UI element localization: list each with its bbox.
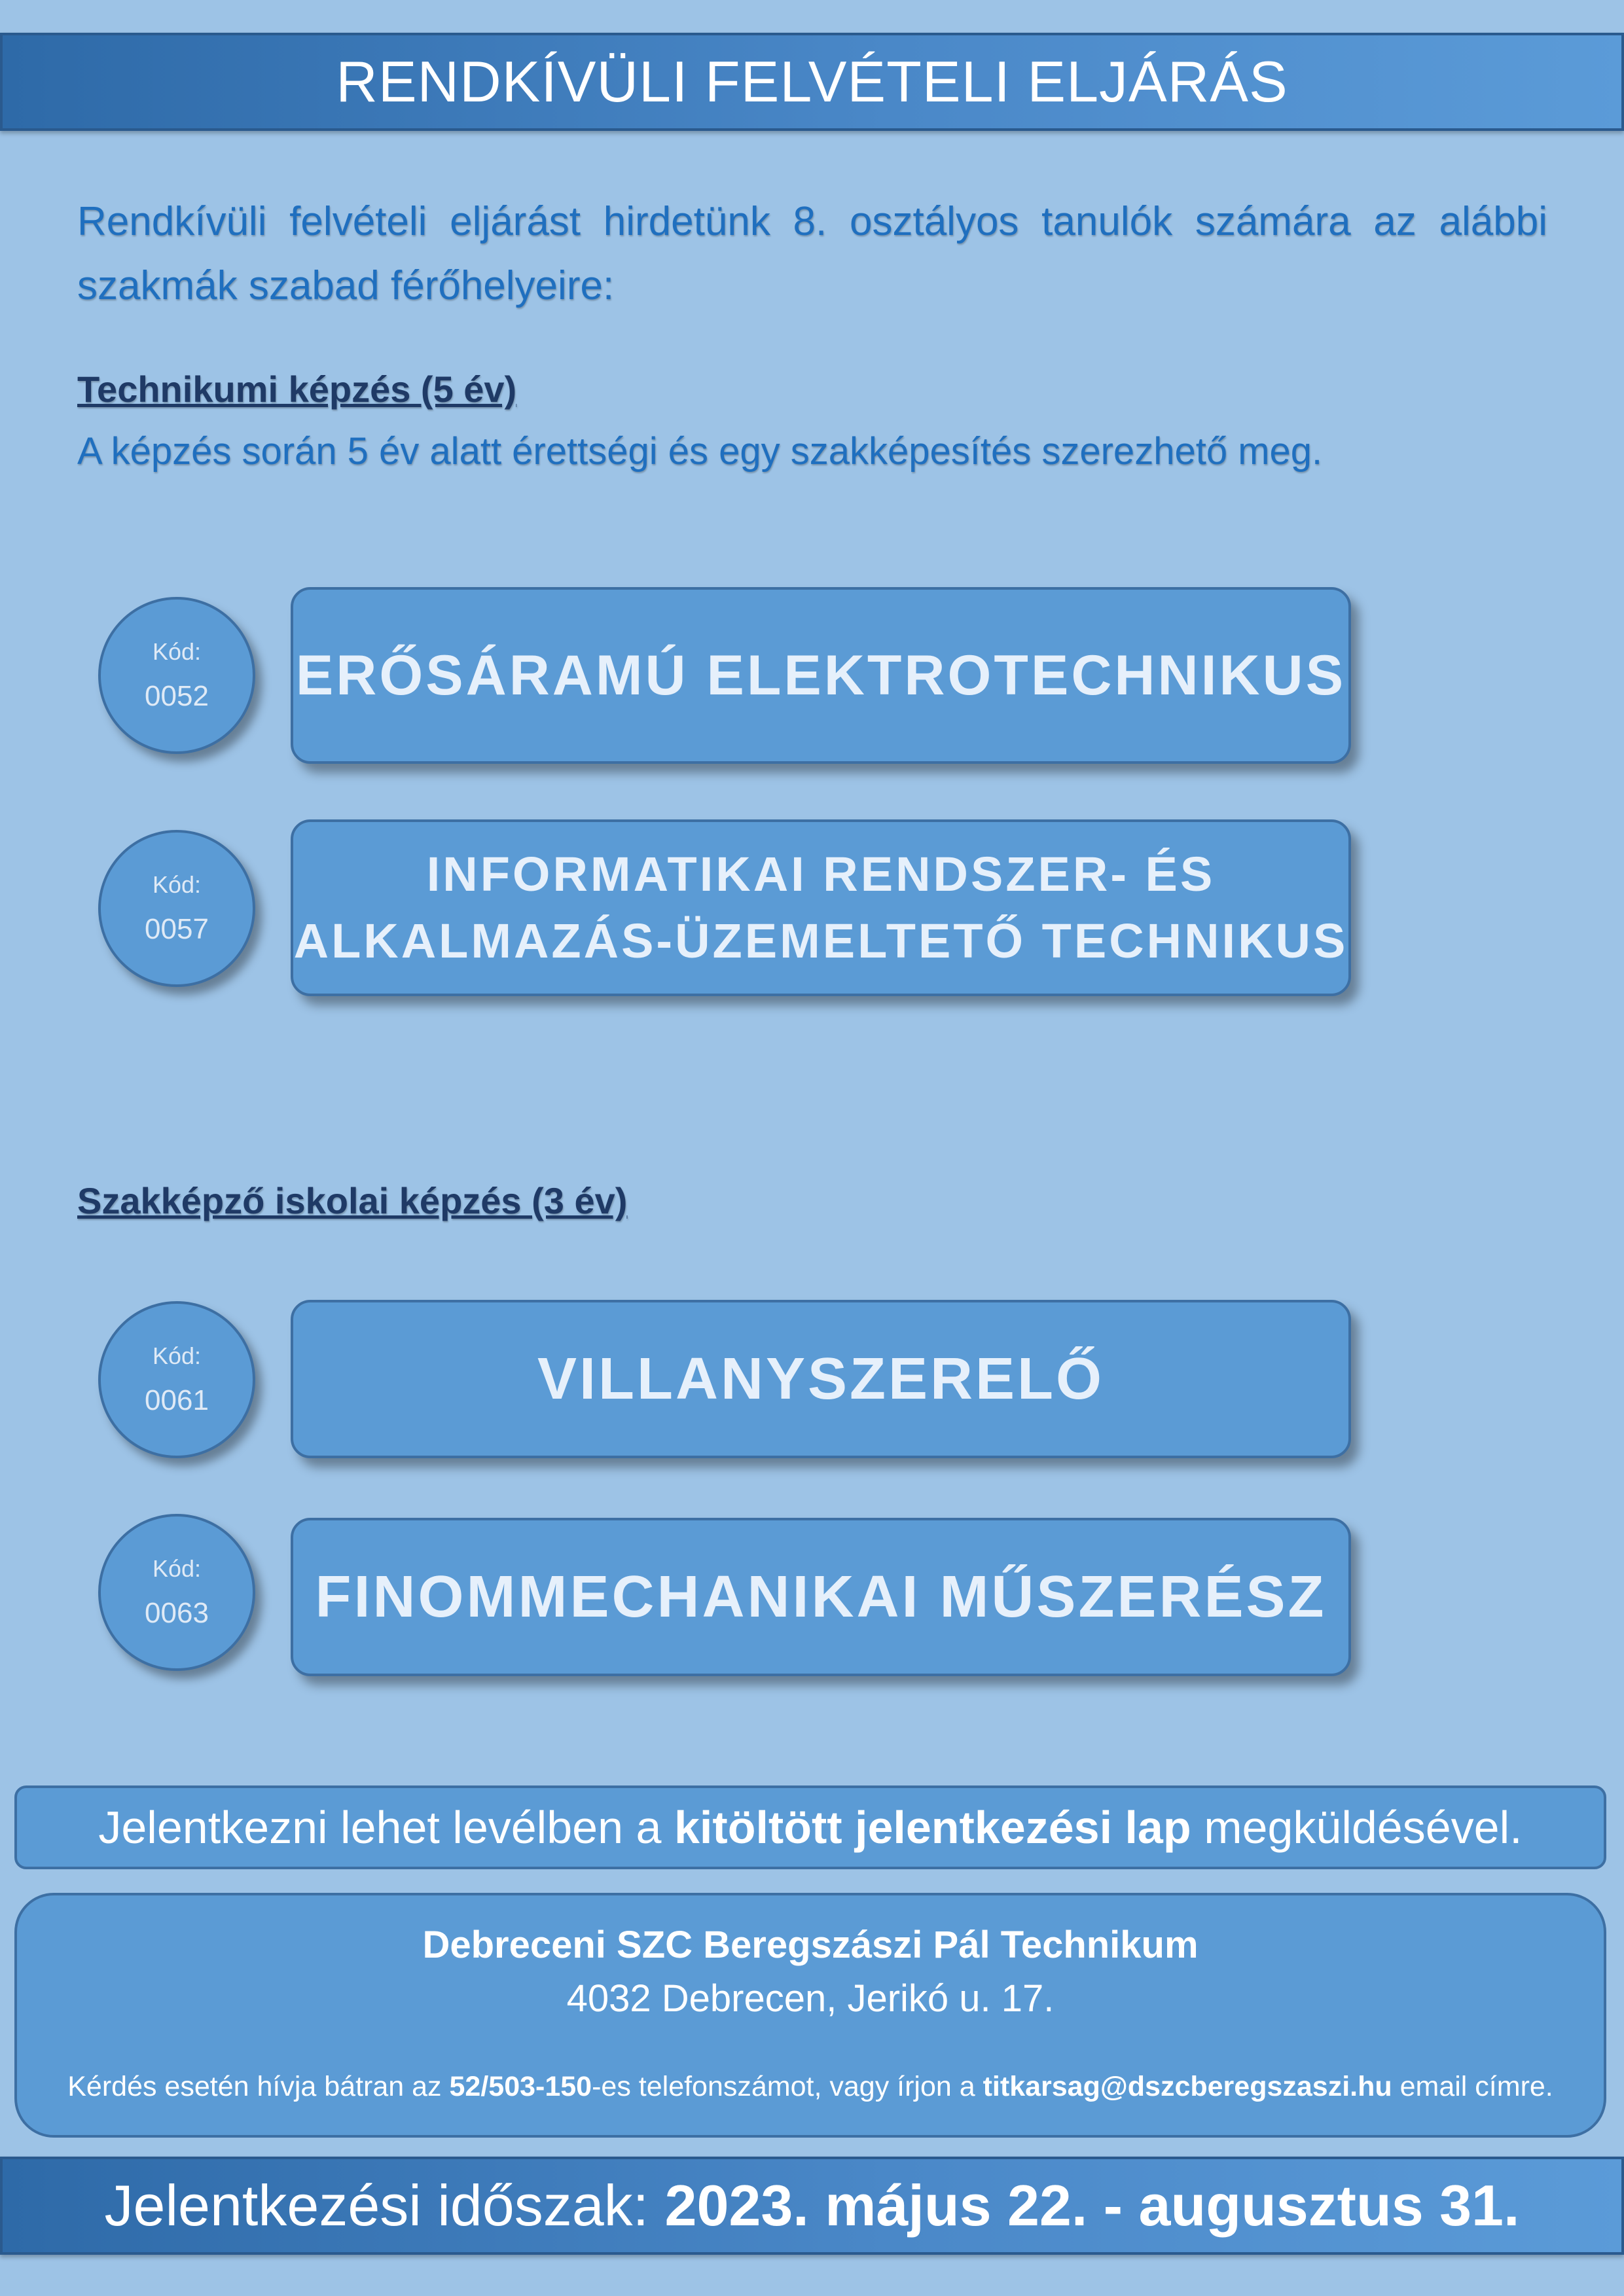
program-informatikai-rendszer	[291, 819, 1351, 996]
program-name-line-2: ALKALMAZÁS-ÜZEMELTETŐ TECHNIKUS	[293, 914, 1348, 968]
code-number: 0061	[145, 1384, 209, 1416]
program-code-badge	[98, 597, 255, 754]
code-label: Kód:	[152, 871, 202, 898]
school-name: Debreceni SZC Beregszászi Pál Technikum	[422, 1924, 1199, 1966]
section-title-szakkepzo: Szakképző iskolai képzés (3 év)	[77, 1180, 628, 1221]
contact-line	[17, 2071, 1604, 2103]
header-banner	[0, 33, 1624, 131]
contact-suffix: email címre.	[1399, 2071, 1553, 2102]
application-period-dates: 2023. május 22. - augusztus 31.	[664, 2173, 1520, 2238]
application-info-box	[14, 1785, 1606, 1869]
program-name: VILLANYSZERELŐ	[537, 1346, 1105, 1412]
program-code-badge	[98, 1514, 255, 1671]
contact-prefix: Kérdés esetén hívja bátran az	[67, 2071, 442, 2102]
email-address: titkarsag@dszcberegszaszi.hu	[983, 2071, 1392, 2102]
code-number: 0057	[145, 913, 209, 945]
intro-text: Rendkívüli felvételi eljárást hirdetünk 8. osztályos tanulók számára az alábbi szakmák szabad férőhelyeire:	[77, 199, 1547, 308]
code-number: 0052	[145, 680, 209, 712]
program-code-badge	[98, 830, 255, 987]
application-period-label: Jelentkezési időszak:	[104, 2173, 649, 2238]
phone-number: 52/503-150	[449, 2071, 592, 2102]
footer-banner	[0, 2157, 1624, 2255]
code-label: Kód:	[152, 1555, 202, 1582]
school-address: 4032 Debrecen, Jerikó u. 17.	[566, 1977, 1055, 2020]
code-label: Kód:	[152, 638, 202, 665]
section-description-technikum: A képzés során 5 év alatt érettségi és egy szakképesítés szerezhető meg.	[77, 430, 1323, 473]
section-title-technikum: Technikumi képzés (5 év)	[77, 368, 517, 410]
code-label: Kód:	[152, 1342, 202, 1369]
contact-mid: -es telefonszámot, vagy írjon a	[592, 2071, 975, 2102]
program-name: FINOMMECHANIKAI MŰSZERÉSZ	[315, 1564, 1327, 1630]
page-title: RENDKÍVÜLI FELVÉTELI ELJÁRÁS	[336, 49, 1288, 114]
program-name-line-1: INFORMATIKAI RENDSZER- ÉS	[426, 847, 1216, 901]
program-name: ERŐSÁRAMÚ ELEKTROTECHNIKUS	[295, 643, 1346, 707]
program-finommechanikai-muszeresz	[291, 1518, 1351, 1676]
program-erosaramu-elektrotechnikus	[291, 587, 1351, 764]
program-villanyszerelo	[291, 1300, 1351, 1458]
apply-text-bold: kitöltött jelentkezési lap	[674, 1802, 1191, 1853]
contact-box	[14, 1893, 1606, 2138]
apply-text-suffix: megküldésével.	[1204, 1802, 1523, 1853]
code-number: 0063	[145, 1597, 209, 1629]
apply-text-prefix: Jelentkezni lehet levélben a	[98, 1802, 662, 1853]
program-code-badge	[98, 1301, 255, 1458]
